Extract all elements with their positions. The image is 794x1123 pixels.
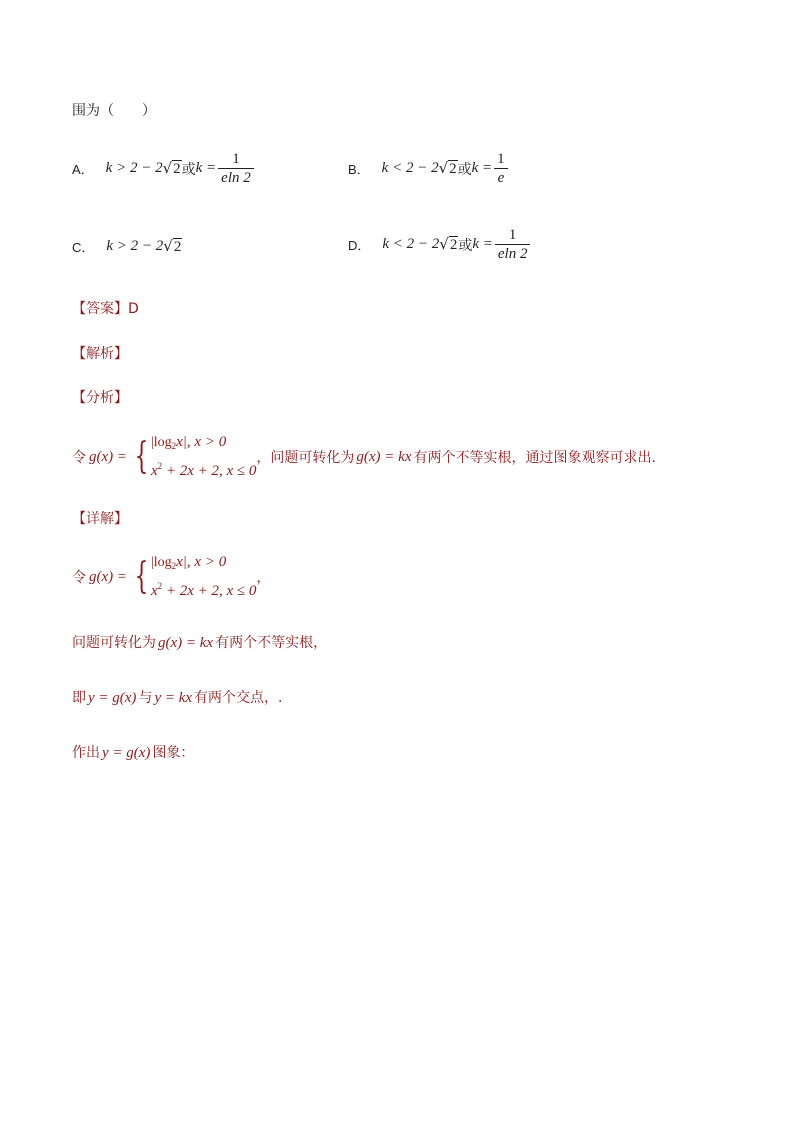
option-d-k: k = — [472, 236, 493, 252]
option-d-label: D． — [348, 238, 371, 253]
option-b-k: k = — [471, 160, 493, 176]
ling-text-2: 令 — [72, 570, 86, 586]
option-d-fraction: $\frac{1}{eln 2}$ — [495, 226, 531, 263]
piecewise-function: { $|\log_2x|$, x > 0 $x^2 + 2x + 2$, x ≤ 0 — [134, 434, 257, 479]
option-b-or: 或 — [457, 161, 472, 178]
fenxi-eq: g(x) = kx — [356, 448, 412, 465]
fenxi-pre: ，问题可转化为 — [256, 450, 355, 466]
piecewise-function-2: { $|\log_2x|$, x > 0 $x^2 + 2x + 2$, x ≤ 0 — [134, 554, 257, 599]
option-b-label: B． — [348, 162, 370, 177]
option-a-or: 或 — [181, 161, 196, 178]
question-fragment: 围为（ ） — [72, 103, 156, 119]
option-c-lhs: k > 2 − 2 — [106, 238, 164, 254]
option-b-fraction: $\frac{1}{e}$ — [494, 150, 508, 187]
option-d[interactable] — [348, 226, 532, 263]
line-jiao: 即 y = g(x) 与 y = kx 有两个交点，. — [72, 690, 283, 706]
line-convert: 问题可转化为 g(x) = kx 有两个不等实根， — [72, 635, 328, 651]
fenxi-tag: 【分析】 — [72, 390, 128, 406]
option-a-label: A． — [72, 162, 94, 177]
ling-text: 令 — [72, 450, 86, 466]
fenxi-post: 有两个不等实根，通过图象观察可求出. — [413, 450, 656, 466]
answer-value: D — [128, 301, 139, 317]
xiangjie-def — [72, 552, 270, 602]
xiangjie-tag: 【详解】 — [72, 511, 128, 527]
option-a-sqrt: √2 — [162, 159, 181, 177]
option-c-label: C． — [72, 240, 95, 255]
option-b-lhs: k < 2 − 2 — [381, 160, 439, 176]
option-a-k: k = — [195, 160, 217, 176]
g-lhs-2: g(x) = — [89, 568, 128, 585]
option-b[interactable] — [348, 150, 510, 187]
option-d-lhs: k < 2 − 2 — [382, 236, 440, 252]
answer-tag: 【答案】 — [72, 301, 128, 317]
option-c-sqrt: √2 — [163, 237, 182, 255]
jiexi-tag: 【解析】 — [72, 346, 128, 362]
line-graph: 作出 y = g(x) 图象： — [72, 745, 195, 761]
option-a-lhs: k > 2 − 2 — [105, 160, 163, 176]
option-a[interactable] — [72, 150, 256, 187]
option-b-sqrt: √2 — [438, 159, 457, 177]
option-d-sqrt: √2 — [439, 235, 458, 253]
answer-line — [72, 298, 139, 318]
xiangjie-comma: ， — [256, 570, 271, 586]
option-c[interactable] — [72, 237, 182, 256]
fenxi-content — [72, 432, 656, 482]
option-d-or: 或 — [458, 237, 473, 254]
g-lhs: g(x) = — [89, 448, 128, 465]
option-a-fraction: $\frac{1}{eln 2}$ — [218, 150, 254, 187]
